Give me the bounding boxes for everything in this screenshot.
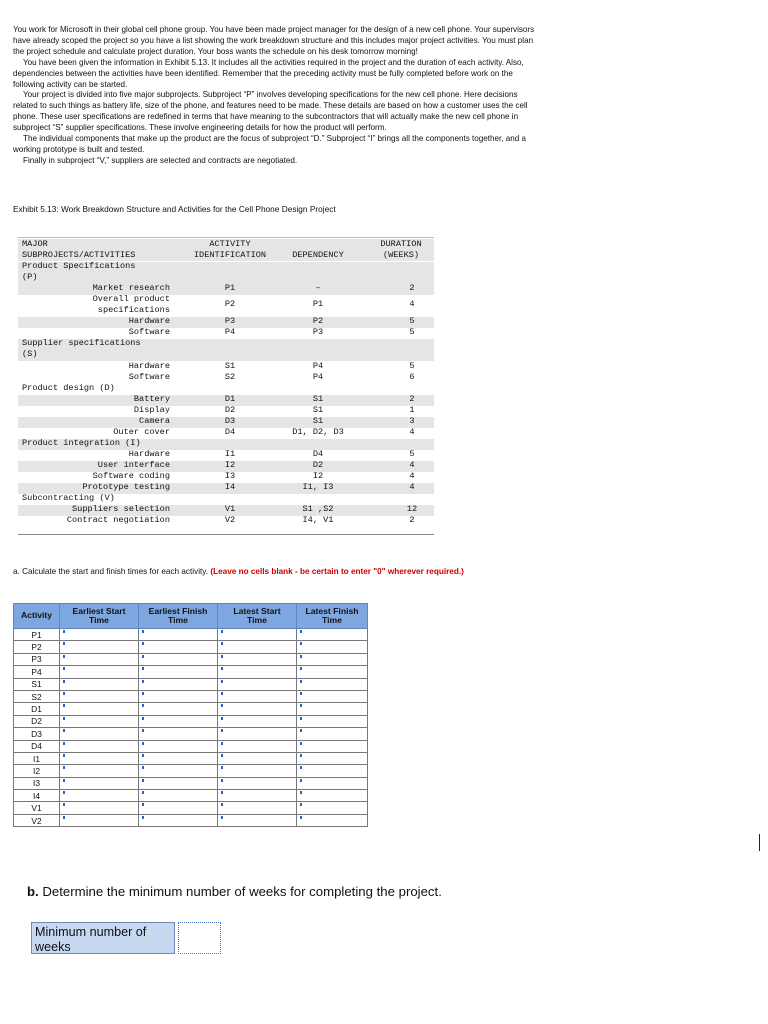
wbs-dependency: D4: [312, 449, 324, 459]
answer-table: [13, 603, 368, 827]
wbs-activity-name: Camera: [139, 416, 170, 426]
latest-finish-input[interactable]: [297, 802, 368, 814]
header-earliest-start: [60, 604, 139, 629]
intro-text: [13, 25, 543, 167]
wbs-activity-id: I1: [224, 449, 236, 459]
answer-activity-label: D1: [14, 703, 60, 715]
earliest-finish-input[interactable]: [139, 653, 218, 665]
wbs-dependency: S1: [312, 405, 324, 415]
earliest-finish-input[interactable]: [139, 740, 218, 752]
wbs-group-label: Supplier specifications: [22, 338, 141, 348]
exhibit-caption: Exhibit 5.13: Work Breakdown Structure and Activities for the Cell Phone Design Project: [13, 204, 336, 214]
earliest-finish-input[interactable]: [139, 728, 218, 740]
intro-paragraph: You have been given the information in Exhibit 5.13. It includes all the activities required in the project and the duration of each activity. Also, dependencies between the activities have been identified. Remember that the preceding activity must be fully completed before work on the following activity can be started.: [13, 57, 524, 89]
answer-activity-label: S2: [14, 690, 60, 702]
min-weeks-answer: [31, 922, 221, 954]
header-line: Time: [322, 615, 342, 625]
wbs-activity-name: Software: [128, 327, 170, 337]
earliest-finish-input[interactable]: [139, 814, 218, 826]
answer-row: [14, 690, 368, 702]
earliest-finish-input[interactable]: [139, 641, 218, 653]
earliest-start-input[interactable]: [60, 752, 139, 764]
latest-start-input[interactable]: [218, 790, 297, 802]
latest-finish-input[interactable]: [297, 653, 368, 665]
wbs-duration: 2: [409, 283, 415, 293]
earliest-finish-input[interactable]: [139, 678, 218, 690]
earliest-start-input[interactable]: [60, 765, 139, 777]
wbs-duration: 4: [409, 482, 415, 492]
latest-start-input[interactable]: [218, 703, 297, 715]
earliest-finish-input[interactable]: [139, 629, 218, 641]
wbs-duration: 4: [409, 427, 415, 437]
latest-start-input[interactable]: [218, 666, 297, 678]
wbs-activity-id: P4: [224, 327, 236, 337]
wbs-dependency: P3: [312, 327, 324, 337]
intro-paragraph: Your project is divided into five major subprojects. Subproject “P” involves developing specifications for the new cell phone. Here decisions related to such things as battery life, size of the phone, and features need to be made. These details are based on how a customer uses the cell phone. These user specifications are redefined in terms that have meaning to the subcontractors that will actually make the new cell phone in subproject “S” supplier specifications. These involve engineering details for how the product will perform.: [13, 90, 528, 133]
wbs-duration: 5: [409, 327, 415, 337]
earliest-start-input[interactable]: [60, 678, 139, 690]
header-line: Time: [89, 615, 109, 625]
question-a-note: (Leave no cells blank - be certain to enter "0" wherever required.): [210, 567, 464, 576]
question-b-label: b.: [27, 884, 39, 899]
wbs-activity-name: Outer cover: [113, 427, 170, 437]
wbs-activity-name: Battery: [133, 394, 170, 404]
earliest-start-input[interactable]: [60, 690, 139, 702]
wbs-dependency: I2: [312, 471, 324, 481]
latest-start-input[interactable]: [218, 728, 297, 740]
wbs-activity-id: V1: [224, 504, 236, 514]
wbs-dependency: S1 ,S2: [302, 504, 334, 514]
latest-start-input[interactable]: [218, 752, 297, 764]
wbs-header-activity: IDENTIFICATION: [193, 250, 267, 260]
earliest-start-input[interactable]: [60, 629, 139, 641]
wbs-group-label: (S): [22, 349, 38, 359]
answer-row: [14, 715, 368, 727]
header-line: Time: [247, 615, 267, 625]
earliest-start-input[interactable]: [60, 703, 139, 715]
latest-finish-input[interactable]: [297, 790, 368, 802]
wbs-dependency: D2: [312, 460, 324, 470]
wbs-header-activity: ACTIVITY: [209, 239, 251, 249]
wbs-activity-id: S2: [224, 372, 236, 382]
answer-table-body: [14, 629, 368, 827]
wbs-duration: 3: [409, 416, 415, 426]
earliest-start-input[interactable]: [60, 641, 139, 653]
wbs-bottom-rule: [18, 534, 434, 535]
earliest-finish-input[interactable]: [139, 690, 218, 702]
latest-start-input[interactable]: [218, 690, 297, 702]
earliest-start-input[interactable]: [60, 777, 139, 789]
answer-activity-label: D4: [14, 740, 60, 752]
earliest-finish-input[interactable]: [139, 777, 218, 789]
header-activity: Activity: [14, 604, 60, 629]
answer-activity-label: D2: [14, 715, 60, 727]
wbs-top-rule: [18, 237, 434, 238]
header-line: Earliest Start: [72, 605, 126, 616]
answer-row: [14, 790, 368, 802]
earliest-finish-input[interactable]: [139, 715, 218, 727]
wbs-group-label: Product design (D): [22, 383, 115, 393]
wbs-header-major: SUBPROJECTS/ACTIVITIES: [22, 250, 136, 260]
latest-finish-input[interactable]: [297, 703, 368, 715]
wbs-group-label: Product integration (I): [22, 438, 141, 448]
wbs-duration: 1: [409, 405, 415, 415]
question-b-text: Determine the minimum number of weeks for completing the project.: [38, 884, 442, 899]
earliest-start-input[interactable]: [60, 740, 139, 752]
latest-start-input[interactable]: [218, 777, 297, 789]
answer-activity-label: P3: [14, 653, 60, 665]
answer-activity-label: P2: [14, 641, 60, 653]
latest-finish-input[interactable]: [297, 765, 368, 777]
wbs-activity-id: D4: [224, 427, 236, 437]
wbs-activity-id: V2: [224, 515, 236, 525]
answer-activity-label: I2: [14, 765, 60, 777]
latest-finish-input[interactable]: [297, 740, 368, 752]
latest-start-input[interactable]: [218, 678, 297, 690]
wbs-dependency: S1: [312, 394, 324, 404]
header-latest-start: [218, 604, 297, 629]
latest-finish-input[interactable]: [297, 678, 368, 690]
latest-start-input[interactable]: [218, 629, 297, 641]
min-weeks-label: [31, 922, 175, 954]
wbs-activity-name: Software coding: [92, 471, 170, 481]
answer-row: [14, 703, 368, 715]
answer-row: [14, 740, 368, 752]
wbs-activity-name: Hardware: [128, 316, 170, 326]
question-a-text: a. Calculate the start and finish times for each activity.: [13, 567, 209, 576]
wbs-activity-name: Hardware: [128, 449, 170, 459]
earliest-start-input[interactable]: [60, 728, 139, 740]
latest-start-input[interactable]: [218, 814, 297, 826]
header-line: Earliest Finish: [148, 605, 208, 616]
wbs-header-major: MAJOR: [22, 239, 48, 249]
earliest-start-input[interactable]: [60, 715, 139, 727]
latest-finish-input[interactable]: [297, 641, 368, 653]
latest-start-input[interactable]: [218, 765, 297, 777]
wbs-dependency: D1, D2, D3: [292, 427, 344, 437]
earliest-finish-input[interactable]: [139, 703, 218, 715]
answer-row: [14, 653, 368, 665]
wbs-duration: 5: [409, 361, 415, 371]
wbs-duration: 12: [406, 504, 418, 514]
intro-paragraph: You work for Microsoft in their global cell phone group. You have been made project manager for the design of a new cell phone. Your supervisors have already scoped the project so you have a list showing the work breakdown structure and this includes major project activities. You must plan the project schedule and calculate project duration. Your boss wants the schedule on his desk tomorrow morning!: [13, 25, 535, 56]
latest-start-input[interactable]: [218, 641, 297, 653]
answer-row: [14, 666, 368, 678]
wbs-activity-name: specifications: [97, 305, 170, 315]
latest-finish-input[interactable]: [297, 814, 368, 826]
intro-paragraph: The individual components that make up the product are the focus of subproject “D.” Subproject “I” brings all the components together, and a working prototype is built and tested.: [13, 134, 526, 154]
answer-row: [14, 641, 368, 653]
answer-activity-label: I3: [14, 777, 60, 789]
intro-paragraph: Finally in subproject “V,” suppliers are selected and contracts are negotiated.: [23, 155, 298, 165]
latest-finish-input[interactable]: [297, 666, 368, 678]
wbs-duration: 4: [409, 471, 415, 481]
wbs-activity-id: P2: [224, 299, 236, 309]
wbs-dependency: P4: [312, 361, 324, 371]
wbs-duration: 5: [409, 449, 415, 459]
earliest-start-input[interactable]: [60, 653, 139, 665]
earliest-start-input[interactable]: [60, 790, 139, 802]
min-weeks-label-line: weeks: [35, 940, 71, 954]
header-line: Time: [168, 615, 188, 625]
answer-row: [14, 629, 368, 641]
earliest-start-input[interactable]: [60, 802, 139, 814]
earliest-finish-input[interactable]: [139, 790, 218, 802]
wbs-activity-id: I2: [224, 460, 236, 470]
latest-finish-input[interactable]: [297, 629, 368, 641]
wbs-activity-id: D3: [224, 416, 236, 426]
answer-row: [14, 777, 368, 789]
latest-finish-input[interactable]: [297, 777, 368, 789]
wbs-activity-id: D2: [224, 405, 236, 415]
answer-row: [14, 765, 368, 777]
wbs-activity-name: Hardware: [128, 361, 170, 371]
wbs-activity-name: Contract negotiation: [66, 515, 170, 525]
earliest-finish-input[interactable]: [139, 765, 218, 777]
question-a: [13, 567, 533, 578]
earliest-finish-input[interactable]: [139, 752, 218, 764]
wbs-duration: 2: [409, 515, 415, 525]
wbs-duration: 2: [409, 394, 415, 404]
wbs-dependency: P4: [312, 372, 324, 382]
earliest-finish-input[interactable]: [139, 666, 218, 678]
wbs-activity-name: Software: [128, 372, 170, 382]
wbs-group-label: (P): [22, 272, 38, 282]
latest-start-input[interactable]: [218, 653, 297, 665]
wbs-header-duration: (WEEKS): [382, 250, 420, 260]
wbs-duration: 5: [409, 316, 415, 326]
wbs-dependency: S1: [312, 416, 324, 426]
earliest-start-input[interactable]: [60, 814, 139, 826]
answer-row: [14, 814, 368, 826]
latest-start-input[interactable]: [218, 740, 297, 752]
latest-finish-input[interactable]: [297, 728, 368, 740]
earliest-start-input[interactable]: [60, 666, 139, 678]
wbs-dependency: I4, V1: [302, 515, 334, 525]
header-earliest-finish: [139, 604, 218, 629]
answer-activity-label: I4: [14, 790, 60, 802]
answer-activity-label: S1: [14, 678, 60, 690]
wbs-dependency: –: [315, 283, 321, 293]
header-latest-finish: [297, 604, 368, 629]
latest-start-input[interactable]: [218, 802, 297, 814]
answer-activity-label: V1: [14, 802, 60, 814]
wbs-activity-name: Market research: [92, 283, 170, 293]
wbs-activity-id: S1: [224, 361, 236, 371]
answer-activity-label: P1: [14, 629, 60, 641]
text-cursor: [759, 834, 760, 851]
answer-row: [14, 802, 368, 814]
wbs-duration: 4: [409, 460, 415, 470]
wbs-group-label: Product Specifications: [22, 261, 136, 271]
latest-start-input[interactable]: [218, 715, 297, 727]
min-weeks-label-line: Minimum number of: [35, 925, 147, 939]
wbs-dependency: P1: [312, 299, 324, 309]
answer-activity-label: D3: [14, 728, 60, 740]
answer-row: [14, 728, 368, 740]
wbs-activity-id: I4: [224, 482, 236, 492]
wbs-dependency: P2: [312, 316, 324, 326]
wbs-header-dependency: DEPENDENCY: [292, 250, 344, 260]
wbs-activity-name: Prototype testing: [82, 482, 170, 492]
wbs-dependency: I1, I3: [302, 482, 334, 492]
latest-finish-input[interactable]: [297, 752, 368, 764]
answer-row: [14, 752, 368, 764]
answer-activity-label: V2: [14, 814, 60, 826]
wbs-duration: 6: [409, 372, 415, 382]
wbs-activity-name: Suppliers selection: [72, 504, 170, 514]
min-weeks-input[interactable]: [178, 922, 221, 954]
wbs-activity-name: Overall product: [92, 294, 170, 304]
wbs-activity-id: I3: [224, 471, 236, 481]
wbs-group-label: Subcontracting (V): [22, 493, 115, 503]
header-line: Latest Finish: [305, 605, 359, 616]
latest-finish-input[interactable]: [297, 715, 368, 727]
wbs-table: [18, 237, 434, 535]
wbs-activity-name: User interface: [97, 460, 170, 470]
answer-activity-label: P4: [14, 666, 60, 678]
latest-finish-input[interactable]: [297, 690, 368, 702]
question-b: [27, 884, 442, 899]
wbs-activity-id: D1: [224, 394, 236, 404]
wbs-activity-id: P3: [224, 316, 236, 326]
wbs-activity-id: P1: [224, 283, 236, 293]
wbs-duration: 4: [409, 299, 415, 309]
answer-row: [14, 678, 368, 690]
earliest-finish-input[interactable]: [139, 802, 218, 814]
header-line: Latest Start: [233, 605, 281, 616]
answer-activity-label: I1: [14, 752, 60, 764]
wbs-header-duration: DURATION: [380, 239, 422, 249]
wbs-activity-name: Display: [133, 405, 170, 415]
